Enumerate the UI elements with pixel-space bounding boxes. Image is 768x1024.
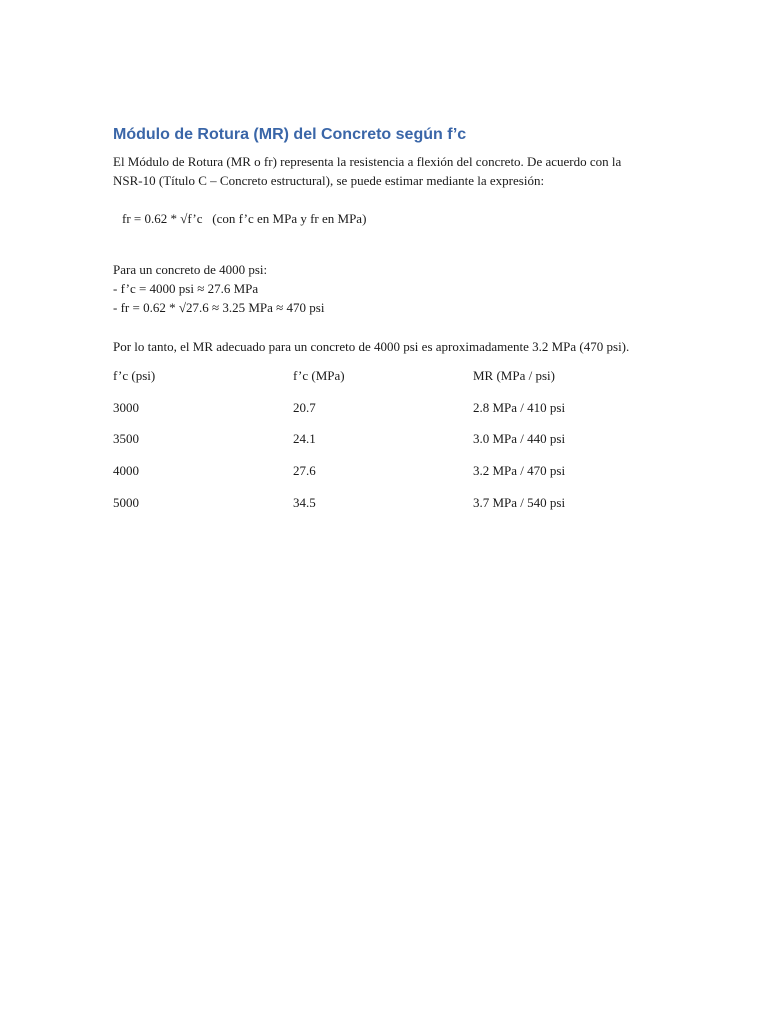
formula-line: fr = 0.62 * √f’c (con f’c en MPa y fr en MPa) [122,211,367,226]
table-row [113,431,653,463]
table-header-cell: f’c (MPa) [293,368,345,383]
table-cell: 3.2 MPa / 470 psi [473,463,566,479]
table-cell: 3500 [113,431,139,447]
table-cell: 3.0 MPa / 440 psi [473,431,566,447]
example-block [113,260,653,317]
intro-paragraph: El Módulo de Rotura (MR o fr) representa la resistencia a flexión del concreto. De acuerdo con la NSR-10 (Título C – Concreto estructural), se puede estimar mediante la expresión: [113,154,622,188]
table-header-row [113,368,653,400]
table-cell: 4000 [113,463,139,479]
table-cell: 20.7 [293,399,316,415]
document-title: Módulo de Rotura (MR) del Concreto según f’c [113,126,467,143]
table-row [113,495,653,527]
table-cell: 24.1 [293,431,316,447]
conclusion-paragraph: Por lo tanto, el MR adecuado para un concreto de 4000 psi es aproximadamente 3.2 MPa (470 psi). [113,339,630,354]
example-line-fr: - fr = 0.62 * √27.6 ≈ 3.25 MPa ≈ 470 psi [113,300,325,315]
table-cell: 5000 [113,494,139,510]
table-header-cell: f’c (psi) [113,368,156,383]
mr-table [113,368,653,526]
table-cell: 2.8 MPa / 410 psi [473,399,566,415]
example-heading: Para un concreto de 4000 psi: [113,262,268,277]
example-line-fc: - f’c = 4000 psi ≈ 27.6 MPa [113,281,259,296]
table-cell: 3.7 MPa / 540 psi [473,494,566,510]
table-header-cell: MR (MPa / psi) [473,368,555,383]
table-row [113,400,653,432]
document-page [113,124,653,526]
table-cell: 27.6 [293,463,316,479]
table-cell: 34.5 [293,494,316,510]
table-row [113,463,653,495]
table-cell: 3000 [113,399,139,415]
